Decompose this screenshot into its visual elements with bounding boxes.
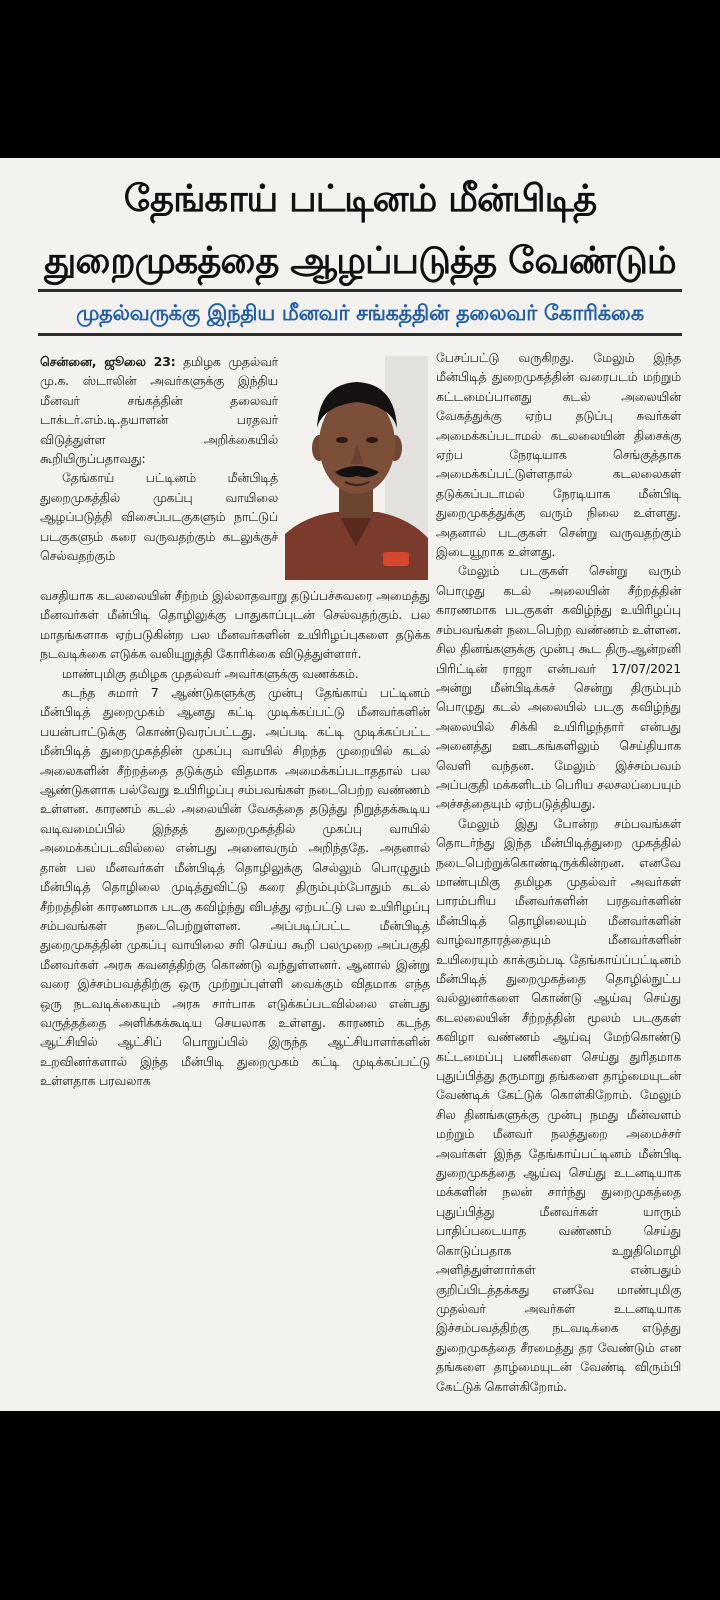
dateline: சென்னை, ஜூலை 23: xyxy=(40,354,176,369)
subheadline-rule-bottom xyxy=(38,333,682,336)
paragraph-1-continued: வசதியாக கடலலையின் சீற்றம் இல்லாதவாறு தடுப்பச்சுவரை அமைத்து மீனவர்கள் மீன்பிடி தொழிலுக்கு பாதுகாப்புடன் செல்வதற்கும். பல மாதங்களாக ஏற்படுகின்ற பல மீனவர்களின் உயிரிழப்புகளை தடுக்க நடவடிக்கை எடுக்க வலியுறுத்தி கோரிக்கை விடுத்துள்ளார். xyxy=(40,588,430,662)
article-column-right xyxy=(436,348,681,1396)
right-paragraph-3: மேலும் இது போன்ற சம்பவங்கள் தொடர்ந்து இந்த மீன்பிடித்துறை முகத்தில் நடைபெற்றுக்கொண்டிருக்கின்றன. எனவே மாண்புமிகு தமிழக முதல்வர் அவர்கள் பாரம்பரிய மீனவர்களின் பரதவர்களின் மீன்பிடித் தொழிலையும் மீனவர்களின் வாழ்வாதாரத்தையும் மீனவர்களின் உயிரையும் காக்கும்படி தேங்காய்ப்பட்டினம் மீன்பிடித் துறைமுகத்தை தொழில்நுட்ப வல்லுனர்களை கொண்டு ஆய்வு செய்து கடலலையின் சீற்றத்தின் மூலம் படகுகள் கவிழா வண்ணம் ஆய்வு மேற்கொண்டு கட்டமைப்பு பணிகளை செய்து துரிதமாக புதுப்பித்து தருமாறு தங்களை தாழ்மையுடன் வேண்டிக் கேட்டுக் கொள்கிறோம். மேலும் சில தினங்களுக்கு முன்பு நமது மீன்வளம் மற்றும் மீனவர் நலத்துறை அமைச்சர் அவர்கள் இந்த தேங்காய்பட்டினம் மீன்பிடி துறைமுகத்தை ஆய்வு செய்து உடனடியாக மக்களின் நலன் சார்ந்து துறைமுகத்தை புதுப்பித்து மீனவர்கள் யாரும் பாதிப்படையாத வண்ணம் செய்து கொடுப்பதாக உறுதிமொழி அளித்துள்ளார்கள் என்பதும் குறிப்பிடத்தக்கது எனவே மாண்புமிகு முதல்வர் அவர்கள் உடனடியாக இச்சம்பவத்திற்கு நடவடிக்கை எடுத்து துறைமுகத்தை சீரமைத்து தர வேண்டும் என தங்களை தாழ்மையுடன் வேண்டி விரும்பி கேட்டுக் கொள்கிறோம். xyxy=(436,815,681,1394)
lead-paragraph xyxy=(40,352,278,468)
paragraph-3: கடந்த சுமார் 7 ஆண்டுகளுக்கு முன்பு தேங்காய் பட்டினம் மீன்பிடித் துறைமுகம் ஆனது கட்டி முடிக்கப்பட்டு மீனவர்களின் பயன்பாட்டுக்கு கொண்டுவரப்பட்டது. அப்படி கட்டி முடிக்கப்பட்ட மீன்பிடித் துறைமுகத்தின் முகப்பு வாயில் சிறந்த முறையில் கடல் அலைகளின் சீற்றத்தை தடுக்கும் விதமாக அமைக்கப்படாததால் பல ஆண்டுகளாக பல்வேறு உயிரிழப்பு சம்பவங்கள் நடைபெற்ற வண்ணம் உள்ளன. காரணம் கடல் அலையின் வேகத்தை தடுத்து நிறுத்தக்கூடிய வடிவமைப்பில் இந்தத் துறைமுகத்தில் முகப்பு வாயில் அமைக்கப்படவில்லை என்பது அனைவரும் அறிந்ததே. அதனால் தான் பல மீனவர்கள் மீன்பிடித் தொழிலுக்கு செல்லும் பொழுதும் மீன்பிடித் தொழிலை முடித்துவிட்டு கரை திரும்பும்போதும் கடல் சீற்றத்தின் காரணமாக படகு கவிழ்ந்து விபத்து ஏற்பட்டு பல உயிரிழப்பு சம்பவங்கள் நடைபெற்றுள்ளன. அப்படிப்பட்ட மீன்பிடித் துறைமுகத்தின் முகப்பு வாயிலை சரி செய்ய கூறி பலமுறை அப்பகுதி மீனவர்கள் அரசு கவனத்திற்கு கொண்டு வந்துள்ளனர். ஆனால் இன்று வரை இச்சம்பவத்திற்கு ஒரு முற்றுப்புள்ளி வைக்கும் விதமாக எந்த ஒரு நடவடிக்கையும் அரசு சார்பாக எடுக்கப்படவில்லை என்பது வருத்தத்தை அளிக்கக்கூடிய செயலாக உள்ளது. காரணம் கடந்த ஆட்சியில் ஆட்சிப் பொறுப்பில் இருந்த ஆட்சியாளர்களின் உறவினர்களால் இந்த மீன்பிடி துறைமுகம் கட்டி முடிக்கப்பட்டு உள்ளதாக பரவலாக xyxy=(40,685,430,1089)
headline-line-1: தேங்காய் பட்டினம் மீன்பிடித் xyxy=(123,177,597,220)
lead-text: தமிழக முதல்வர் மு.க. ஸ்டாலின் அவர்களுக்கு இந்திய மீனவர் சங்கத்தின் தலைவர் டாக்டர்.எம்.டி.தயாளன் பரதவர் விடுத்துள்ள அறிக்கையில் கூறியிருப்பதாவது: xyxy=(40,354,278,467)
subheadline-rule-top xyxy=(38,289,682,292)
paragraph-2: மாண்புமிகு தமிழக முதல்வர் அவர்களுக்கு வணக்கம். xyxy=(62,665,359,681)
right-paragraph-1: பேசப்பட்டு வருகிறது. மேலும் இந்த மீன்பிடித் துறைமுகத்தின் வரைபடம் மற்றும் கட்டமைப்பானது கடல் அலையின் வேகத்துக்கு ஏற்ப தடுப்பு சுவர்கள் அமைக்கப்படாமல் கடலலையின் திசைக்கு ஏற்ப நேரடியாக செங்குத்தாக அமைக்கப்பட்டுள்ளதால் கடலலைகள் தடுக்கப்படாமல் நேரடியாக மீன்பிடி துறைமுகத்துக்கு வரும் நிலை உள்ளது. அதனால் படகுகள் சென்று வருவதற்கும் இடையூறாக உள்ளது. xyxy=(436,350,681,560)
portrait-photo xyxy=(285,356,428,580)
newspaper-clipping xyxy=(0,158,720,1411)
article-column-left xyxy=(40,586,430,1091)
article-column-left-top xyxy=(40,352,278,565)
headline xyxy=(0,168,720,292)
right-paragraph-2: மேலும் படகுகள் சென்று வரும் பொழுது கடல் அலையின் சீற்றத்தின் காரணமாக படகுகள் கவிழ்ந்து உயிரிழப்பு சம்பவங்கள் நடைபெற்ற வண்ணம் உள்ளன. சில தினங்களுக்கு முன்பு கூட திரு.ஆன்றனி பிரிட்டின் ராஜா என்பவர் 17/07/2021 அன்று மீன்பிடிக்கச் சென்று திரும்பும் பொழுது கடல் அலையில் படகு கவிழ்ந்து அலையில் சிக்கி உயிரிழந்தார் என்பது அனைத்து ஊடகங்களிலும் செய்தியாக வெளி வந்தன. மேலும் இச்சம்பவம் அப்பகுதி மக்களிடம் பெரிய சலசலப்பையும் அச்சத்தையும் ஏற்படுத்தியது. xyxy=(436,563,681,812)
paragraph-1-top: தேங்காய் பட்டினம் மீன்பிடித் துறைமுகத்தில் முகப்பு வாயிலை ஆழப்படுத்தி விசைப்படகுகளும் நாட்டுப் படகுகளும் கரை வருவதற்கும் கடலுக்குச் செல்வதற்கும் xyxy=(40,470,278,564)
portrait-image xyxy=(285,356,428,580)
subheadline: முதல்வருக்கு இந்திய மீனவர் சங்கத்தின் தலைவர் கோரிக்கை xyxy=(76,301,644,325)
headline-line-2: துறைமுகத்தை ஆழப்படுத்த வேண்டும் xyxy=(44,239,676,282)
